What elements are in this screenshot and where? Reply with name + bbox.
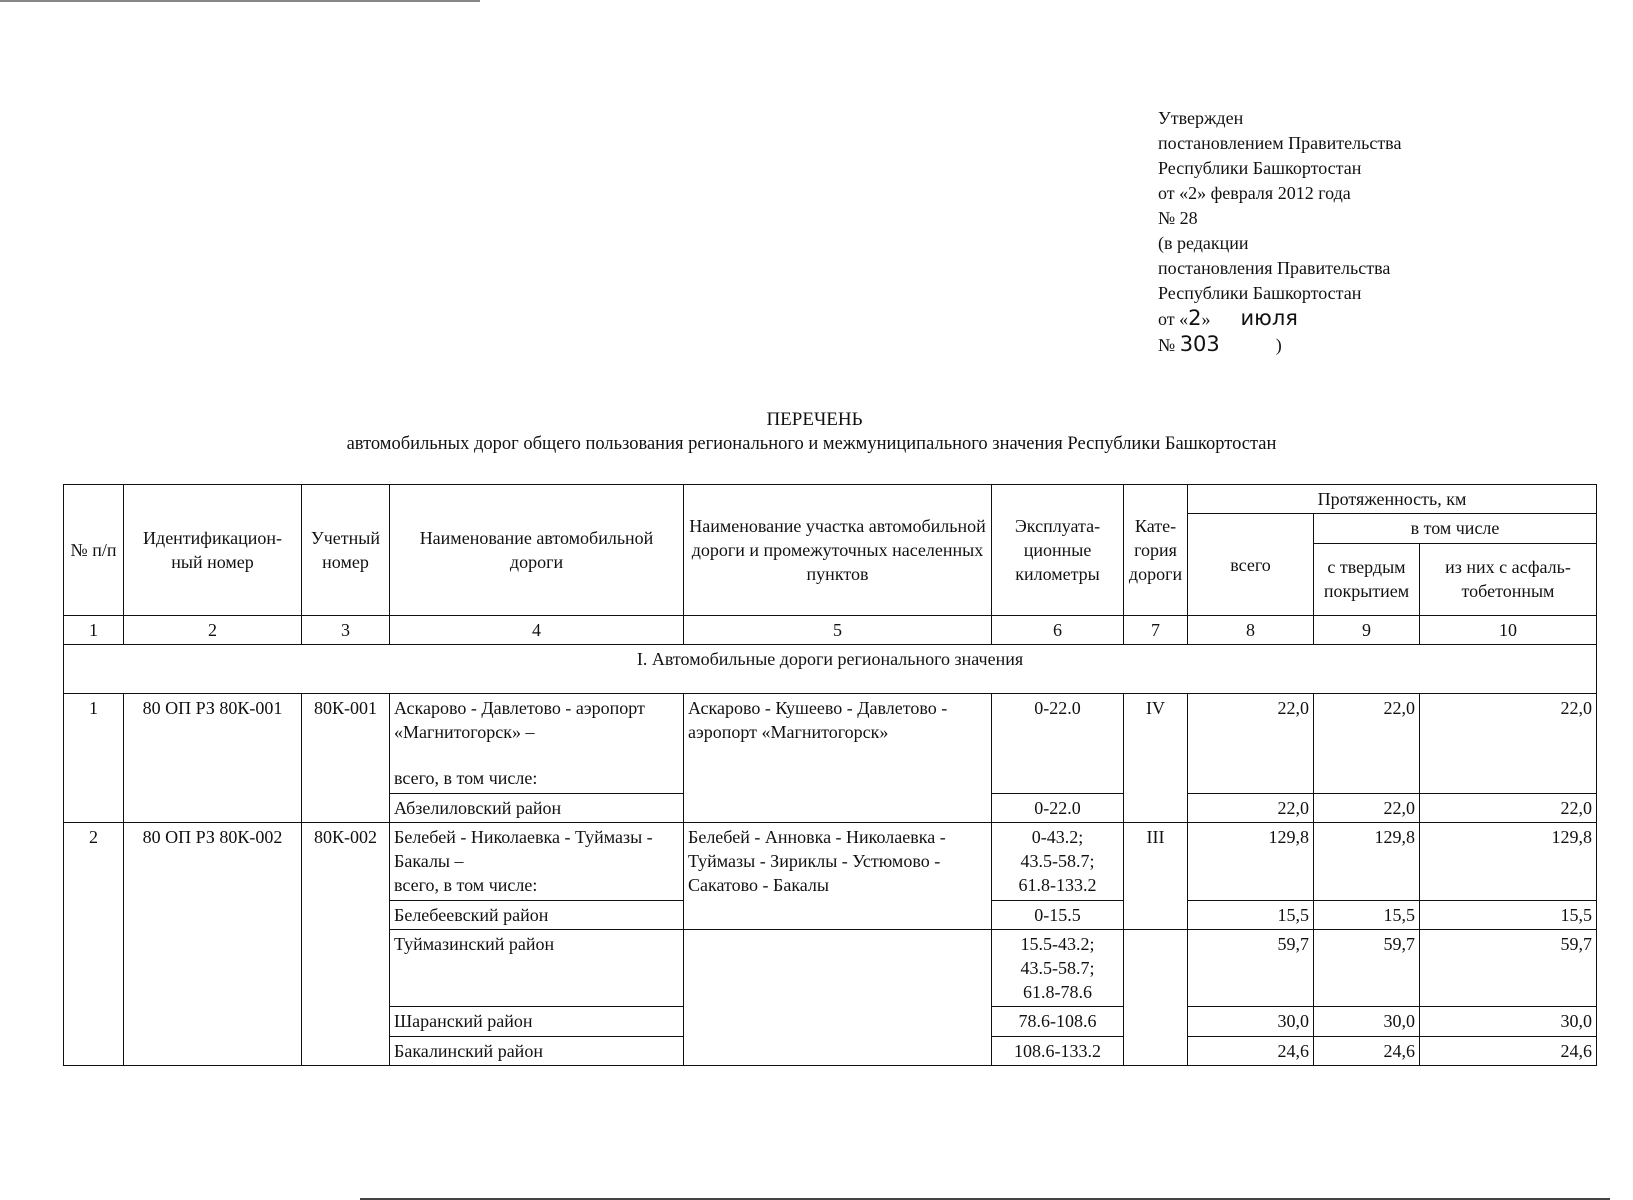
district-total: 59,7 [1188,929,1314,1007]
approval-line: от «2» февраля 2012 года [1158,183,1351,203]
document-subtitle: автомобильных дорог общего пользования регионального и межмуниципального значения Республики Башкортостан [346,434,1277,454]
approval-date-prefix: от « [1158,309,1189,329]
col-number: 2 [124,616,302,645]
district-hard: 30,0 [1314,1007,1420,1036]
approval-close-paren: ) [1275,335,1282,355]
header-id: Идентификацион-ный номер [124,485,302,616]
road-km-cell [992,822,1124,900]
district-hard: 22,0 [1314,793,1420,822]
road-asphalt: 129,8 [1420,822,1597,900]
approval-date-line [1158,306,1401,332]
road-km: 0-43.2; [1031,826,1084,847]
table-row [64,822,1597,900]
road-name-cell [390,693,684,793]
road-asphalt: 22,0 [1420,693,1597,793]
header-asphalt: из них с асфаль-тобетонным [1420,543,1597,616]
district-total: 24,6 [1188,1036,1314,1065]
header-section: Наименование участка автомобильной дороги и промежуточных населенных пунктов [684,485,992,616]
header-incl: в том числе [1314,514,1597,543]
district-km: 0-15.5 [992,900,1124,929]
district-km: 43.5-58.7; [1020,957,1095,978]
col-number: 6 [992,616,1124,645]
district-total: 30,0 [1188,1007,1314,1036]
road-num: 2 [64,822,124,1065]
district-name: Туймазинский район [390,929,684,1007]
road-km: 61.8-133.2 [1018,874,1097,895]
approval-number: 303 [1179,332,1220,356]
road-category: IV [1124,693,1188,822]
road-hard: 129,8 [1314,822,1420,900]
header-category: Кате-гория дороги [1124,485,1188,616]
section-empty [684,929,992,1065]
header-total: всего [1188,514,1314,616]
document-title: ПЕРЕЧЕНЬ [766,409,863,430]
district-hard: 15,5 [1314,900,1420,929]
col-number: 4 [390,616,684,645]
col-number: 9 [1314,616,1420,645]
district-total: 15,5 [1188,900,1314,929]
col-number: 3 [302,616,390,645]
approval-block [1158,106,1401,358]
district-name: Абзелиловский район [390,793,684,822]
district-name: Шаранский район [390,1007,684,1036]
district-km: 0-22.0 [992,793,1124,822]
road-name-total: всего, в том числе: [394,874,538,895]
section-title: I. Автомобильные дороги регионального значения [64,645,1597,693]
district-name: Белебеевский район [390,900,684,929]
road-name-cell [390,822,684,900]
road-id: 80 ОП РЗ 80К-001 [124,693,302,822]
road-reg: 80К-002 [302,822,390,1065]
district-asphalt: 24,6 [1420,1036,1597,1065]
district-asphalt: 30,0 [1420,1007,1597,1036]
district-name: Бакалинский район [390,1036,684,1065]
district-asphalt: 59,7 [1420,929,1597,1007]
district-hard: 59,7 [1314,929,1420,1007]
road-id: 80 ОП РЗ 80К-002 [124,822,302,1065]
header-length: Протяженность, км [1188,485,1597,514]
col-number: 8 [1188,616,1314,645]
road-name-total: всего, в том числе: [394,767,538,788]
district-hard: 24,6 [1314,1036,1420,1065]
approval-line: Республики Башкортостан [1158,158,1362,178]
road-category: III [1124,822,1188,929]
col-number: 1 [64,616,124,645]
district-km: 108.6-133.2 [992,1036,1124,1065]
table-row [64,693,1597,793]
district-km: 61.8-78.6 [1023,981,1092,1002]
approval-line: Утвержден [1158,108,1244,128]
district-asphalt: 22,0 [1420,793,1597,822]
district-total: 22,0 [1188,793,1314,822]
district-asphalt: 15,5 [1420,900,1597,929]
road-km: 0-22.0 [992,693,1124,793]
approval-line: Республики Башкортостан [1158,283,1362,303]
col-number: 10 [1420,616,1597,645]
district-km: 78.6-108.6 [992,1007,1124,1036]
approval-number-prefix: № [1158,335,1176,355]
road-total: 22,0 [1188,693,1314,793]
col-number: 7 [1124,616,1188,645]
approval-line: (в редакции [1158,233,1249,253]
road-total: 129,8 [1188,822,1314,900]
header-reg: Учетный номер [302,485,390,616]
road-reg: 80К-001 [302,693,390,822]
approval-date-month: июля [1240,306,1298,330]
road-name: Аскарово - Давлетово - аэропорт «Магнитогорск» – [394,697,645,742]
scan-edge-top [0,0,480,2]
approval-line: постановлением Правительства [1158,133,1402,153]
district-km: 15.5-43.2; [1020,933,1095,954]
district-km-cell [992,929,1124,1007]
approval-line: № 28 [1158,208,1198,228]
roads-table [63,484,1597,1066]
road-num: 1 [64,693,124,822]
approval-date-day: 2 [1188,306,1202,330]
road-section: Аскарово - Кушеево - Давлетово - аэропорт «Магнитогорск» [684,693,992,822]
header-hard: с твердым покрытием [1314,543,1420,616]
category-empty [1124,929,1188,1065]
approval-line: постановления Правительства [1158,258,1391,278]
road-hard: 22,0 [1314,693,1420,793]
header-num: № п/п [64,485,124,616]
road-name: Белебей - Николаевка - Туймазы - Бакалы – [394,826,653,871]
road-km: 43.5-58.7; [1020,850,1095,871]
header-km: Эксплуата-ционные километры [992,485,1124,616]
approval-date-suffix: » [1201,309,1211,329]
col-number: 5 [684,616,992,645]
approval-number-line [1158,332,1401,358]
header-name: Наименование автомобильной дороги [390,485,684,616]
road-section: Белебей - Анновка - Николаевка - Туймазы - Зириклы - Устюмово - Сакатово - Бакалы [684,822,992,929]
